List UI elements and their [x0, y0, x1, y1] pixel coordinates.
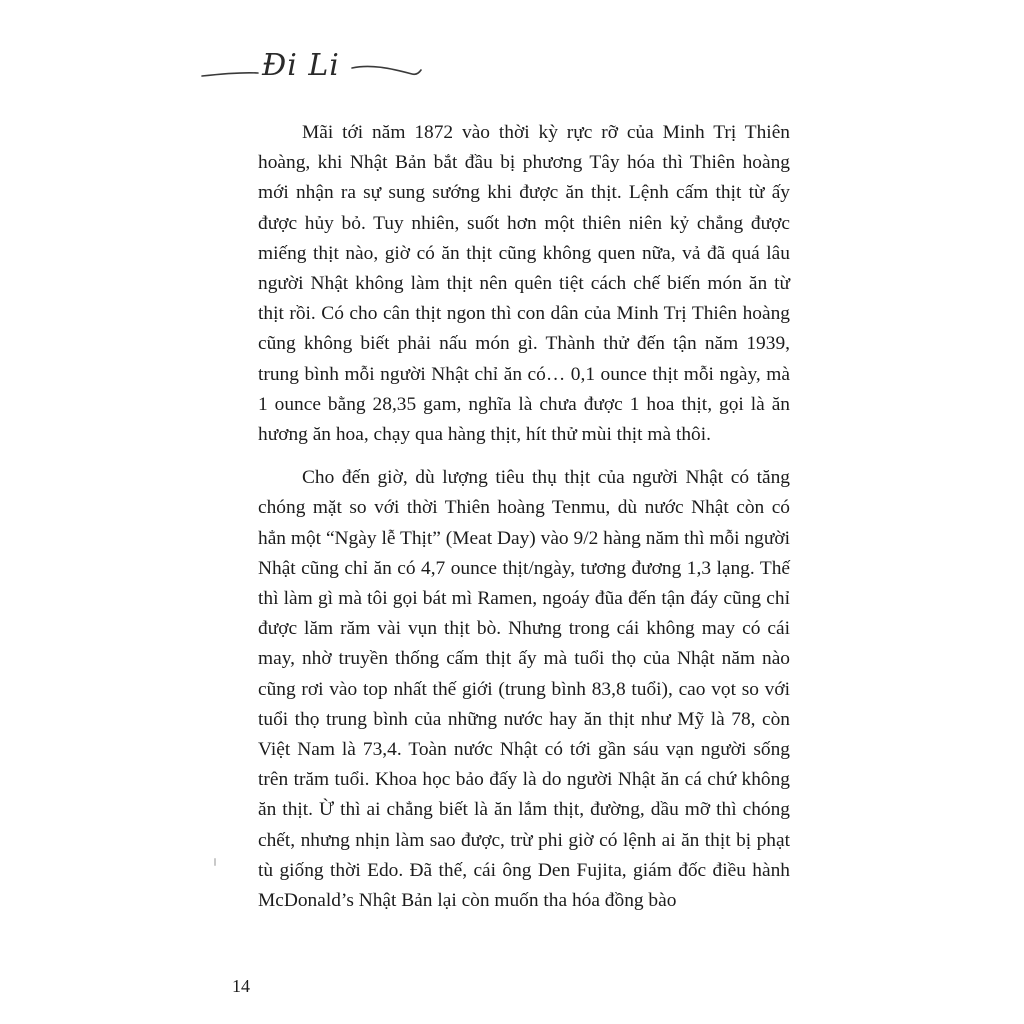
body-text: [258, 118, 790, 916]
running-header: [200, 44, 430, 94]
page-speck: [214, 858, 216, 866]
page-number: 14: [232, 976, 250, 996]
paragraph-1: Mãi tới năm 1872 vào thời kỳ rực rỡ của Minh Trị Thiên hoàng, khi Nhật Bản bắt đầu bị phương Tây hóa thì Thiên hoàng mới nhận ra sự sung sướng khi được ăn thịt. Lệnh cấm thịt từ ấy được hủy bỏ. Tuy nhiên, suốt hơn một thiên niên kỷ chẳng được miếng thịt nào, giờ có ăn thịt cũng không quen nữa, vả đã quá lâu người Nhật không làm thịt nên quên tiệt cách chế biến món ăn từ thịt rồi. Có cho cân thịt ngon thì con dân của Minh Trị Thiên hoàng cũng không biết phải nấu món gì. Thành thử đến tận năm 1939, trung bình mỗi người Nhật chỉ ăn có… 0,1 ounce thịt mỗi ngày, mà 1 ounce bằng 28,35 gam, nghĩa là chưa được 1 hoa thịt, gọi là ăn hương ăn hoa, chạy qua hàng thịt, hít thử mùi thịt mà thôi.: [258, 122, 790, 446]
header-signature: Đi Li: [262, 48, 340, 83]
paragraph-2: Cho đến giờ, dù lượng tiêu thụ thịt của người Nhật có tăng chóng mặt so với thời Thiên hoàng Tenmu, dù nước Nhật còn có hẳn một “Ngày lễ Thịt” (Meat Day) vào 9/2 hàng năm thì mỗi người Nhật cũng chỉ ăn có 4,7 ounce thịt/ngày, tương đương 1,3 lạng. Thế thì làm gì mà tôi gọi bát mì Ramen, ngoáy đũa đến tận đáy cũng chỉ được lăm răm vài vụn thịt bò. Nhưng trong cái không may có cái may, nhờ truyền thống cấm thịt ấy mà tuổi thọ của Nhật năm nào cũng rơi vào top nhất thế giới (trung bình 83,8 tuổi), cao vọt so với tuổi thọ trung bình của những nước hay ăn thịt như Mỹ là 78, còn Việt Nam là 73,4. Toàn nước Nhật có tới gần sáu vạn người sống trên trăm tuổi. Khoa học bảo đấy là do người Nhật ăn cá chứ không ăn thịt. Ừ thì ai chẳng biết là ăn lắm thịt, đường, dầu mỡ thì chóng chết, nhưng nhịn làm sao được, trừ phi giờ có lệnh ai ăn thịt bị phạt tù giống thời Edo. Đã thế, cái ông Den Fujita, giám đốc điều hành McDonald’s Nhật Bản lại còn muốn tha hóa đồng bào: [258, 467, 790, 912]
